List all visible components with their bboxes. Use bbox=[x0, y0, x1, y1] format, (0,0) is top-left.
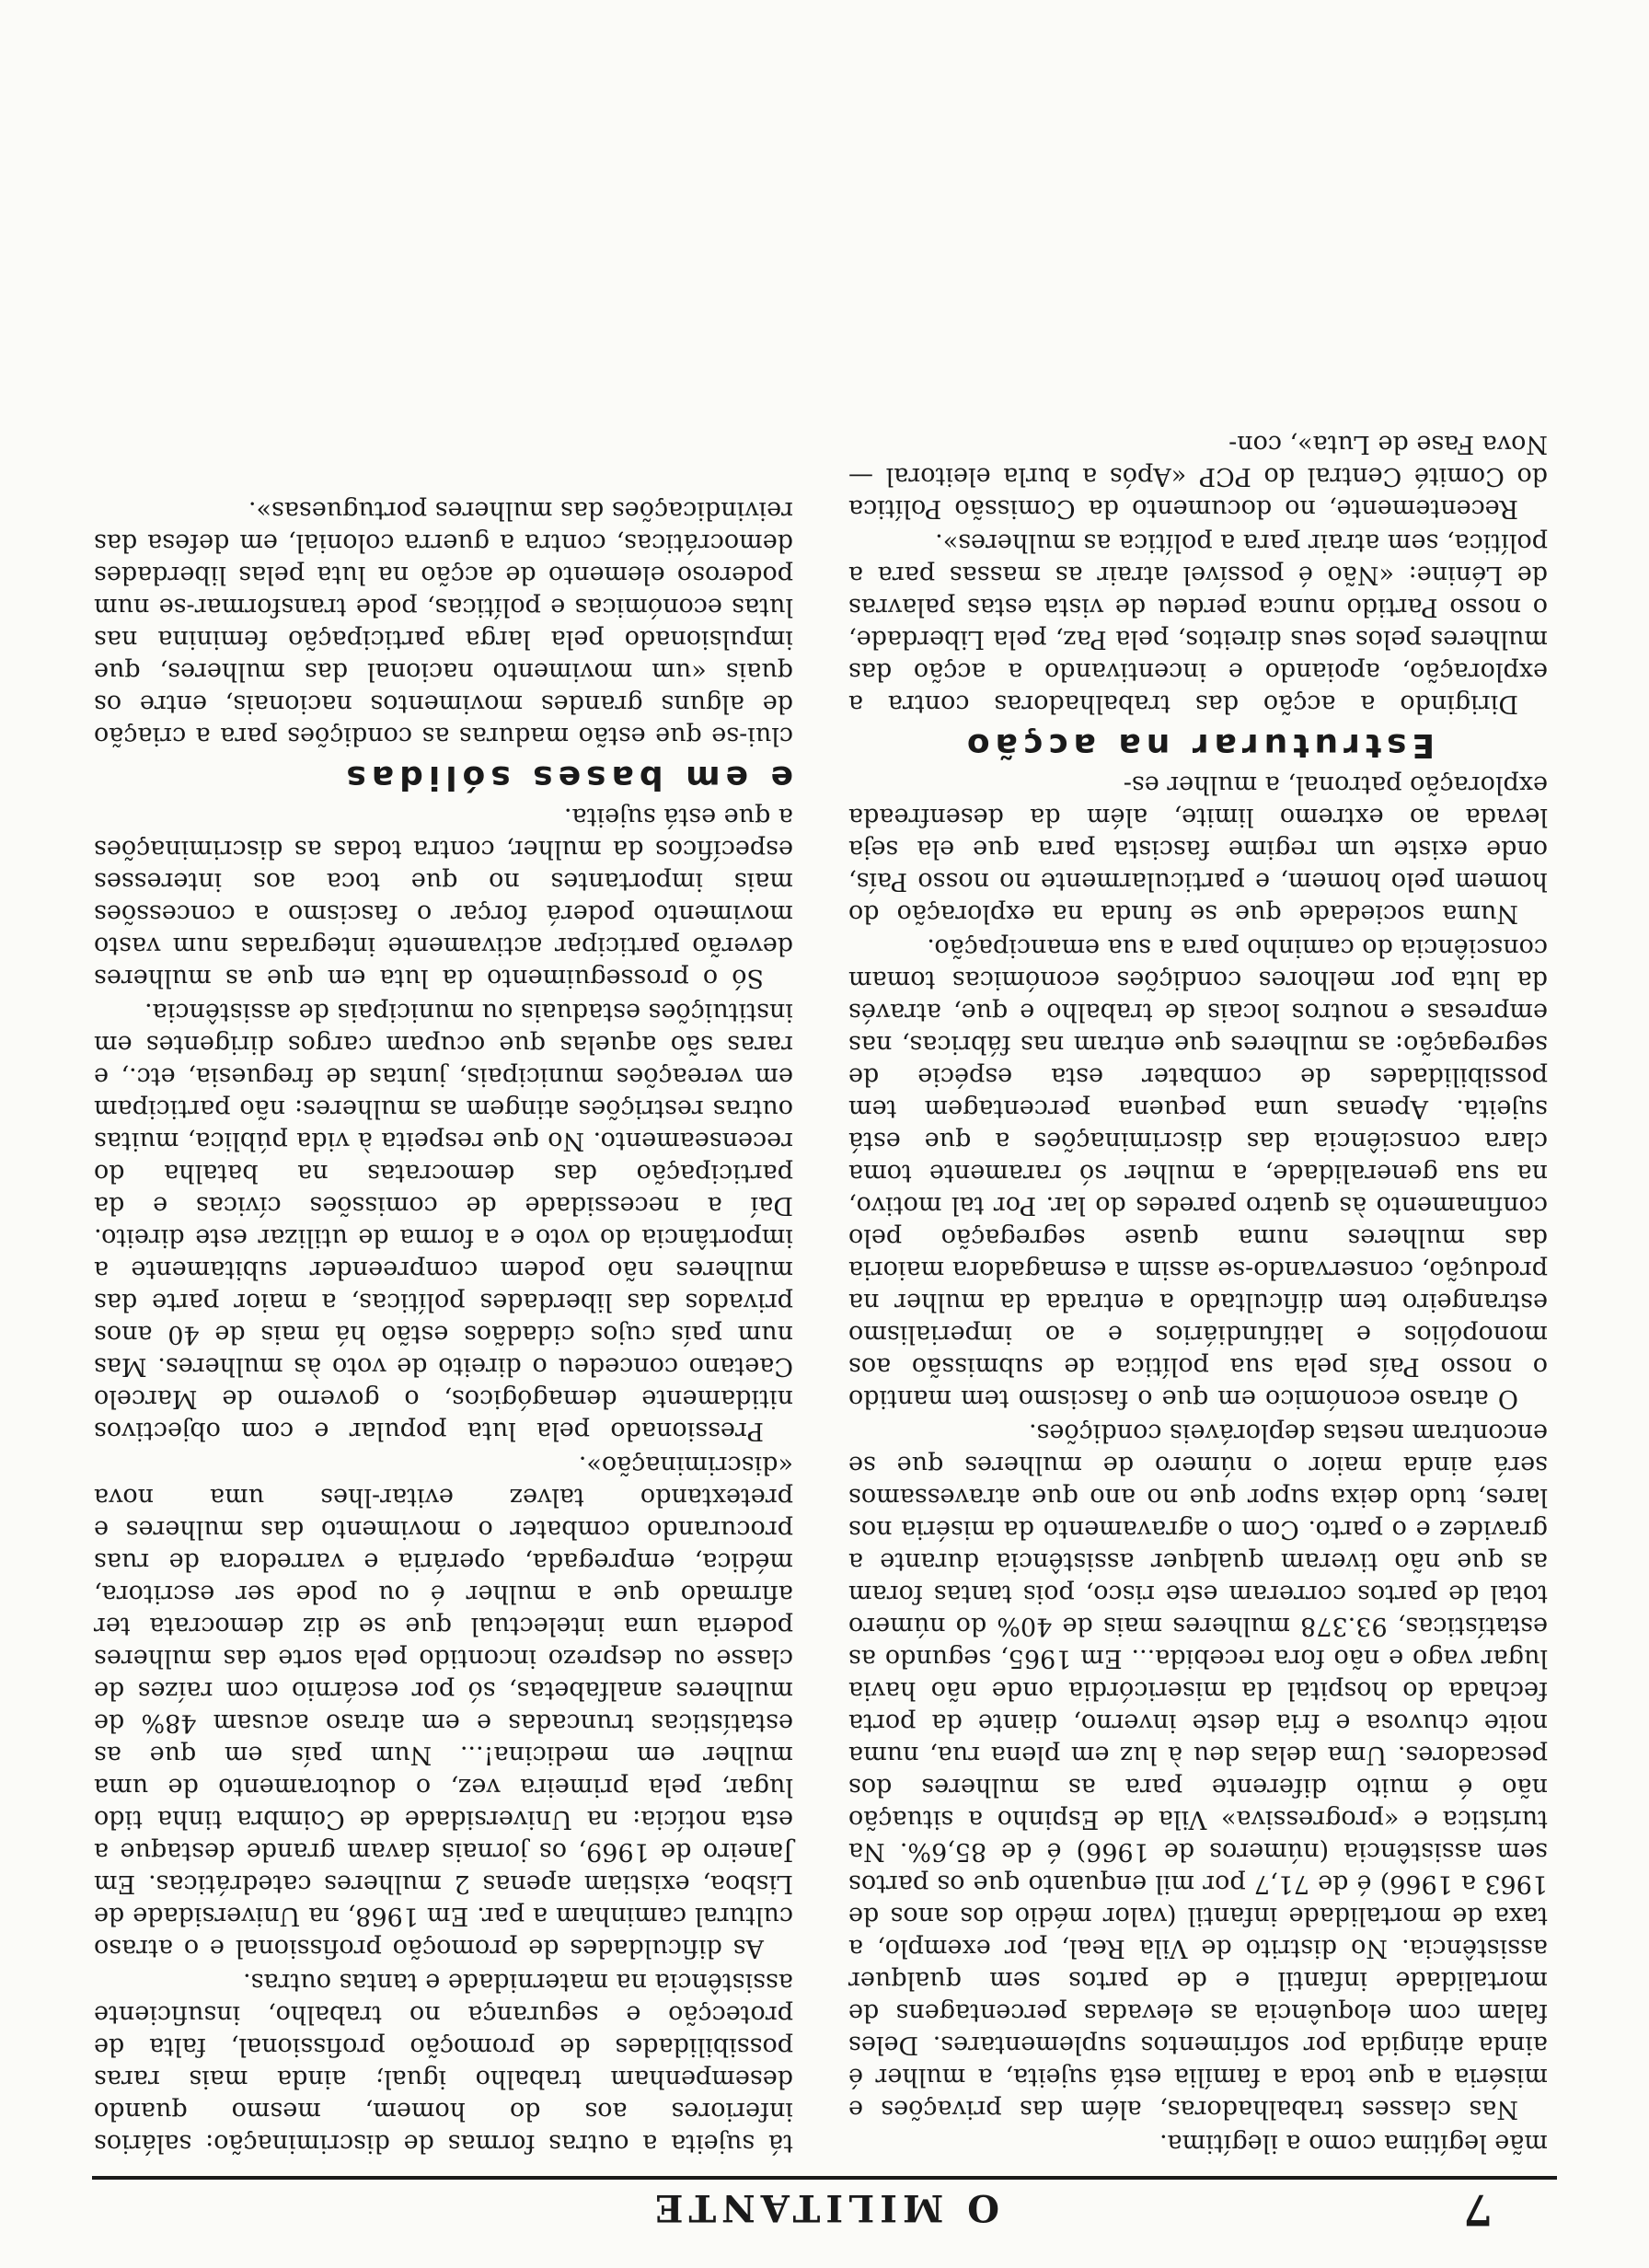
page-header bbox=[92, 2180, 1557, 2235]
paragraph: Pressionado pela luta popular e com objectivos nitidamente demagógicos, o governo de Marcelo Caetano concedeu o direito de voto às mulheres. Mas num país cujos cidadãos estão há mais de 40 anos privados das liberdades políticas, a maior parte das mulheres não podem compreender subitamente a importância do voto e a forma de utilizar este direito. Daí a necessidade de comissões cívicas e da participação das democratas na batalha do recenseamento. No que respeita à vida pública, muitas outras restrições atingem as mulheres: não participam em vereações municipais, juntas de freguesia, etc., e raras são aquelas que ocupam cargos dirigentes em instituições estaduais ou municipais de assistência. bbox=[94, 998, 793, 1445]
paragraph: Dirigindo a acção das trabalhadoras contra a exploração, apoiando e incentivando a acção das mulheres pelos seus direitos, pela Paz, pela Liberdade, o nosso Partido nunca perdeu de vista estas palavras de Lénine: «Não é possível atrair as massas para a política, sem atrair para a política as mulheres». bbox=[848, 528, 1548, 718]
publication-title: O MILITANTE bbox=[649, 2186, 1000, 2229]
paragraph: Nas classes trabalhadoras, além das privações e miséria a que toda a família está sujeita, a mulher é ainda atingida por sofrimentos suplementares. Deles falam com eloquência as elevadas percentagens de mortalidade infantil e de partos sem qualquer assistência. No distrito de Vila Real, por exemplo, a taxa de mortalidade infantil (valor médio dos anos de 1963 a 1966) é de 71,7 por mil enquanto que os partos sem assistência (números de 1966) é de 85,6%. Na turística e «progressiva» Vila de Espinho a situação não é muito diferente para as mulheres dos pescadores. Uma delas deu à luz em plena rua, numa noite chuvosa e fria deste inverno, diante da porta fechada do hospital da misericórdia onde não havia lugar vago e não fora recebida... Em 1965, segundo as estatísticas, 93.378 mulheres mais de 40% do número total de partos correram este risco, pois tantas foram as que não tiveram qualquer assistência durante a gravidez e o parto. Com o agravamento da miséria nos lares, tudo deixa supor que no ano que atravessamos será ainda maior o número de mulheres que se encontram nestas deploráveis condições. bbox=[848, 1418, 1548, 2123]
paragraph: As dificuldades de promoção profissional e o atraso cultural caminham a par. Em 1968, na Universidade de Lisboa, existiam apenas 2 mulheres catedráticas. Em Janeiro de 1969, os jornais davam grande destaque a esta notícia: na Universidade de Coimbra tinha tido lugar, pela primeira vez, o doutoramento de uma mulher em medicina!... Num país em que as estatísticas truncadas e em atraso acusam 48% de mulheres analfabetas, só por escárnio com raízes de classe ou desprezo incontido pela sorte das mulheres poderia uma intelectual que se diz democrata ter afirmado que a mulher é ou pode ser escritora, médica, empregada, operária e varredora de ruas procurando combater o movimento das mulheres e pretextando talvez evitar-lhes uma nova «discriminação». bbox=[94, 1451, 793, 1962]
paragraph: O atraso económico em que o fascismo tem mantido o nosso País pela sua política de submissão aos monopólios e latifundiários e ao imperialismo estrangeiro tem dificultado a entrada da mulher na produção, conservando-se assim a esmagadora maioria das mulheres numa quase segregação pelo confinamento às quatro paredes do lar. Por tal motivo, na sua generalidade, a mulher só raramente toma clara consciência das discriminações a que está sujeita. Apenas uma pequena percentagem tem possibilidades de combater esta espécie de segregação: as mulheres que entram nas fábricas, nas empresas e noutros locais de trabalho e que, através da luta por melhores condições económicas tomam consciência do caminho para a sua emancipação. bbox=[848, 933, 1548, 1413]
header-rule bbox=[92, 2176, 1557, 2180]
left-column bbox=[848, 426, 1548, 2159]
paragraph: tá sujeita a outras formas de discriminação: salários inferiores aos do homem, mesmo quando desempenham trabalho igual; ainda mais raras possibilidades de promoção profissional, falta de protecção e segurança no trabalho, insuficiente assistência na maternidade e tantas outras. bbox=[94, 1968, 793, 2158]
section-subheading: e em bases sólidas bbox=[340, 758, 793, 796]
right-column bbox=[94, 492, 793, 2159]
paragraph: Só o prosseguimento da luta em que as mulheres deverão participar activamente integradas num vasto movimento poderá forçar o fascismo a concessões mais importantes no que toca aos interesses específicos da mulher, contra todas as discriminações a que está sujeita. bbox=[94, 803, 793, 992]
paragraph: Recentemente, no documento da Comissão Política do Comité Central do PCP «Após a burla eleitoral — Nova Fase de Luta», con- bbox=[848, 430, 1548, 523]
page-number: 7 bbox=[1462, 2185, 1493, 2235]
section-subheading: Estruturar na acção bbox=[961, 726, 1436, 764]
paragraph: mãe legítima como a ilegítima. bbox=[1159, 2129, 1548, 2158]
paragraph: Numa sociedade que se funda na exploração do homem pelo homem, e particularmente no nosso País, onde existe um regime fascista para que ela seja levada ao extremo limite, além da desenfreada exploração patronal, a mulher es- bbox=[848, 770, 1548, 928]
paragraph: clui-se que estão maduras as condições para a criação de alguns grandes movimentos nacionais, entre os quais «um movimento nacional das mulheres, que impulsionado pela larga participação feminina nas lutas económicas e políticas, pode transformar-se num poderoso elemento de acção na luta pelas liberdades democráticas, contra a guerra colonial, em defesa das reivindicações das mulheres portuguesas». bbox=[94, 496, 793, 750]
